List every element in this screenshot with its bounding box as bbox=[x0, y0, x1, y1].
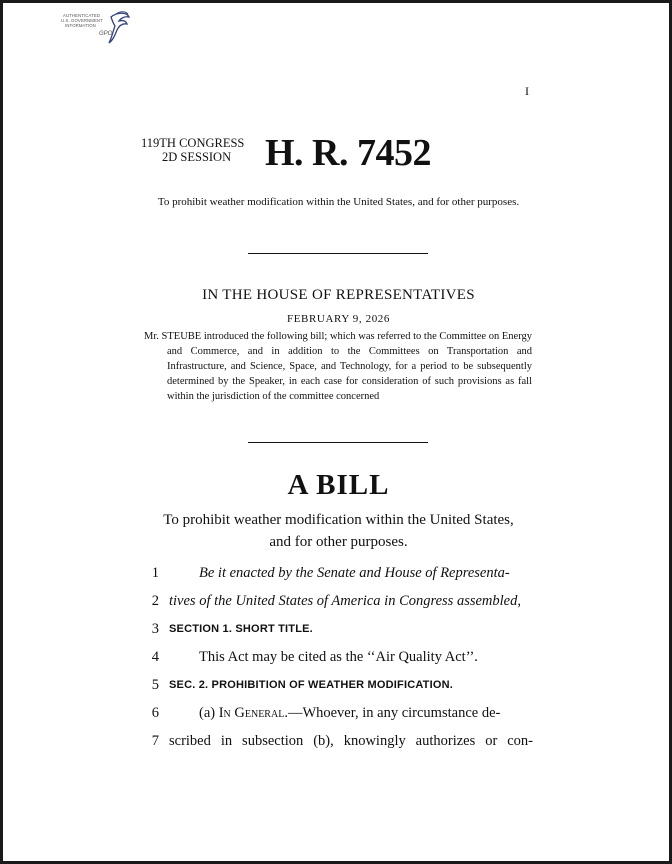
logo-line-2: U.S. GOVERNMENT bbox=[61, 18, 103, 23]
logo-line-3: INFORMATION bbox=[65, 23, 96, 28]
line-number: 3 bbox=[151, 621, 159, 637]
page-number: I bbox=[525, 84, 529, 98]
line-text: This Act may be cited as the ‘‘Air Quality Act’’. bbox=[199, 649, 478, 665]
bill-line-6 bbox=[143, 703, 533, 723]
line-text: scribed in subsection (b), knowingly authorizes or con- bbox=[169, 733, 533, 749]
line-number: 2 bbox=[151, 593, 159, 609]
divider-bottom bbox=[248, 442, 428, 443]
long-purpose bbox=[143, 509, 534, 553]
bill-line-3 bbox=[143, 619, 533, 639]
line-number: 5 bbox=[151, 677, 159, 693]
session-label: 2D SESSION bbox=[162, 150, 232, 164]
section-heading: SECTION 1. SHORT TITLE. bbox=[169, 623, 313, 635]
bill-line-4 bbox=[143, 647, 533, 667]
logo-mark: GPO bbox=[99, 31, 113, 37]
line-number: 1 bbox=[151, 565, 159, 581]
introduction-paragraph bbox=[144, 329, 532, 404]
line-number: 7 bbox=[151, 733, 159, 749]
divider-top bbox=[248, 253, 428, 254]
subsection-heading: In General bbox=[218, 705, 285, 721]
congress-label: 119TH CONGRESS bbox=[141, 136, 245, 150]
line-number: 4 bbox=[151, 649, 159, 665]
bill-line-7 bbox=[143, 731, 533, 751]
bill-line-1 bbox=[143, 563, 533, 583]
a-bill-heading: A BILL bbox=[287, 469, 390, 501]
bill-number: H. R. 7452 bbox=[265, 132, 431, 174]
bill-line-5 bbox=[143, 675, 533, 695]
bill-line-2 bbox=[143, 591, 533, 611]
line-text: Be it enacted by the Senate and House of Representa- bbox=[199, 565, 510, 581]
short-purpose: To prohibit weather modification within the United States, and for other purposes. bbox=[157, 196, 520, 208]
long-purpose-line-2: and for other purposes. bbox=[269, 534, 408, 550]
intro-text: introduced the following bill; which was referred to the Committee on Energy and Commerce, and in addition to the Committees on Transportation and Infrastructure, and Science, Space, and Technology, for a period to be subsequently determined by the Speaker, in each case for consideration of such provisions as fall within the jurisdiction of the committee concerned bbox=[167, 331, 533, 402]
long-purpose-line-1: To prohibit weather modification within the United States, bbox=[163, 512, 514, 528]
chamber-heading: IN THE HOUSE OF REPRESENTATIVES bbox=[202, 287, 475, 303]
intro-prefix: Mr. bbox=[144, 331, 159, 342]
subsection-label: (a) bbox=[199, 705, 216, 721]
introduction-date: FEBRUARY 9, 2026 bbox=[286, 313, 390, 325]
sponsor-name: STEUBE bbox=[161, 331, 202, 342]
line-number: 6 bbox=[151, 705, 159, 721]
section-heading: SEC. 2. PROHIBITION OF WEATHER MODIFICATION. bbox=[169, 679, 454, 691]
gpo-authenticated-logo bbox=[59, 9, 139, 47]
line-text: tives of the United States of America in Congress assembled, bbox=[169, 593, 521, 609]
line-text bbox=[199, 703, 533, 723]
eagle-icon bbox=[107, 11, 133, 45]
logo-line-1: AUTHENTICATED bbox=[63, 13, 101, 18]
subsection-text: .—Whoever, in any circumstance de- bbox=[284, 705, 501, 721]
